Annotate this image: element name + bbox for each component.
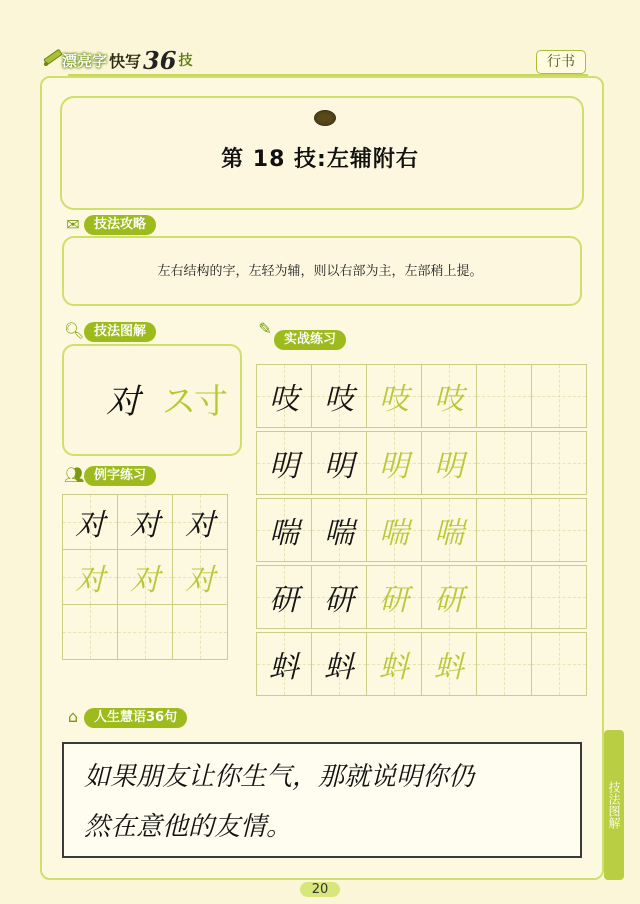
grid-char: 喘	[379, 516, 409, 551]
grid-cell	[257, 365, 312, 428]
quote-label: 人生慧语36句	[84, 708, 187, 728]
grid-char: 对	[75, 563, 105, 598]
grid-char: 研	[269, 583, 299, 618]
house-icon: ⌂	[67, 707, 79, 726]
grid-cell	[477, 499, 532, 562]
diagram-label: 技法图解	[84, 322, 156, 342]
grid-cell	[118, 605, 173, 660]
grid-cell	[257, 432, 312, 495]
grid-cell	[367, 432, 422, 495]
grid-char: 研	[434, 583, 464, 618]
grid-cell	[312, 365, 367, 428]
brand-part3: 技	[178, 53, 193, 69]
grid-char: 喘	[269, 516, 299, 551]
grid-char: 吱	[269, 382, 299, 417]
grid-row	[257, 365, 587, 428]
grid-char: 对	[185, 563, 215, 598]
page-number: 20	[300, 882, 340, 897]
pin-icon	[314, 110, 336, 126]
grid-cell	[312, 566, 367, 629]
grid-cell	[367, 365, 422, 428]
grid-char: 明	[379, 449, 409, 484]
grid-char: 蚪	[434, 650, 464, 685]
grid-cell	[532, 432, 587, 495]
grid-char: 蚪	[379, 650, 409, 685]
pen-icon: ✎	[258, 319, 272, 338]
grid-cell	[477, 633, 532, 696]
brand-part1: 漂亮字	[62, 51, 108, 70]
grid-cell	[532, 499, 587, 562]
quote-line-1: 如果朋友让你生气，那就说明你仍	[84, 762, 475, 792]
grid-cell	[422, 499, 477, 562]
grid-char: 对	[185, 508, 215, 543]
examples-label: 例字练习	[84, 466, 156, 486]
grid-row	[257, 432, 587, 495]
grid-row	[257, 566, 587, 629]
grid-char: 对	[75, 508, 105, 543]
side-strip: 技法图解	[604, 730, 624, 880]
practice-grid	[256, 364, 587, 696]
people-icon: 👥︎	[64, 465, 85, 484]
grid-char: 蚪	[269, 650, 299, 685]
grid-row	[63, 495, 228, 550]
brand-part2: 快写	[109, 51, 142, 71]
grid-row	[63, 550, 228, 605]
grid-cell	[118, 550, 173, 605]
grid-char: 对	[130, 508, 160, 543]
grid-char: 研	[379, 583, 409, 618]
grid-cell	[257, 633, 312, 696]
diagram-char: 对	[106, 382, 140, 422]
grid-cell	[367, 633, 422, 696]
diagram-char-split: ス寸	[162, 382, 226, 422]
grid-cell	[312, 633, 367, 696]
grid-cell	[367, 566, 422, 629]
example-grid	[62, 494, 228, 660]
style-tag: 行书	[536, 50, 586, 74]
grid-cell	[63, 605, 118, 660]
practice-label: 实战练习	[274, 330, 346, 350]
grid-cell	[532, 365, 587, 428]
brand-title	[62, 46, 192, 74]
envelope-icon: ✉	[66, 215, 80, 234]
grid-char: 对	[130, 563, 160, 598]
grid-cell	[173, 605, 228, 660]
grid-cell	[532, 566, 587, 629]
grid-cell	[422, 365, 477, 428]
tips-text: 左右结构的字，左轻为辅，则以右部为主，左部稍上提。	[157, 264, 483, 279]
page-title: 第 18 技:左辅附右	[221, 147, 419, 172]
grid-cell	[118, 495, 173, 550]
grid-cell	[173, 495, 228, 550]
grid-cell	[257, 499, 312, 562]
grid-cell	[367, 499, 422, 562]
grid-row	[257, 633, 587, 696]
grid-char: 吱	[324, 382, 354, 417]
grid-cell	[312, 499, 367, 562]
grid-cell	[63, 550, 118, 605]
grid-cell	[477, 432, 532, 495]
grid-cell	[63, 495, 118, 550]
grid-cell	[477, 365, 532, 428]
quote-line-2: 然在意他的友情。	[84, 812, 293, 842]
grid-char: 蚪	[324, 650, 354, 685]
tips-label: 技法攻略	[84, 215, 156, 235]
grid-char: 吱	[434, 382, 464, 417]
grid-cell	[173, 550, 228, 605]
grid-cell	[477, 566, 532, 629]
grid-cell	[422, 566, 477, 629]
grid-cell	[422, 432, 477, 495]
grid-cell	[532, 633, 587, 696]
grid-row	[257, 499, 587, 562]
grid-char: 研	[324, 583, 354, 618]
grid-char: 喘	[434, 516, 464, 551]
grid-cell	[422, 633, 477, 696]
grid-char: 喘	[324, 516, 354, 551]
grid-cell	[257, 566, 312, 629]
grid-cell	[312, 432, 367, 495]
grid-char: 明	[324, 449, 354, 484]
grid-char: 明	[269, 449, 299, 484]
grid-char: 明	[434, 449, 464, 484]
grid-row	[63, 605, 228, 660]
brand-number: 36	[143, 45, 177, 75]
grid-char: 吱	[379, 382, 409, 417]
magnifier-icon: 🔍︎	[64, 321, 85, 340]
